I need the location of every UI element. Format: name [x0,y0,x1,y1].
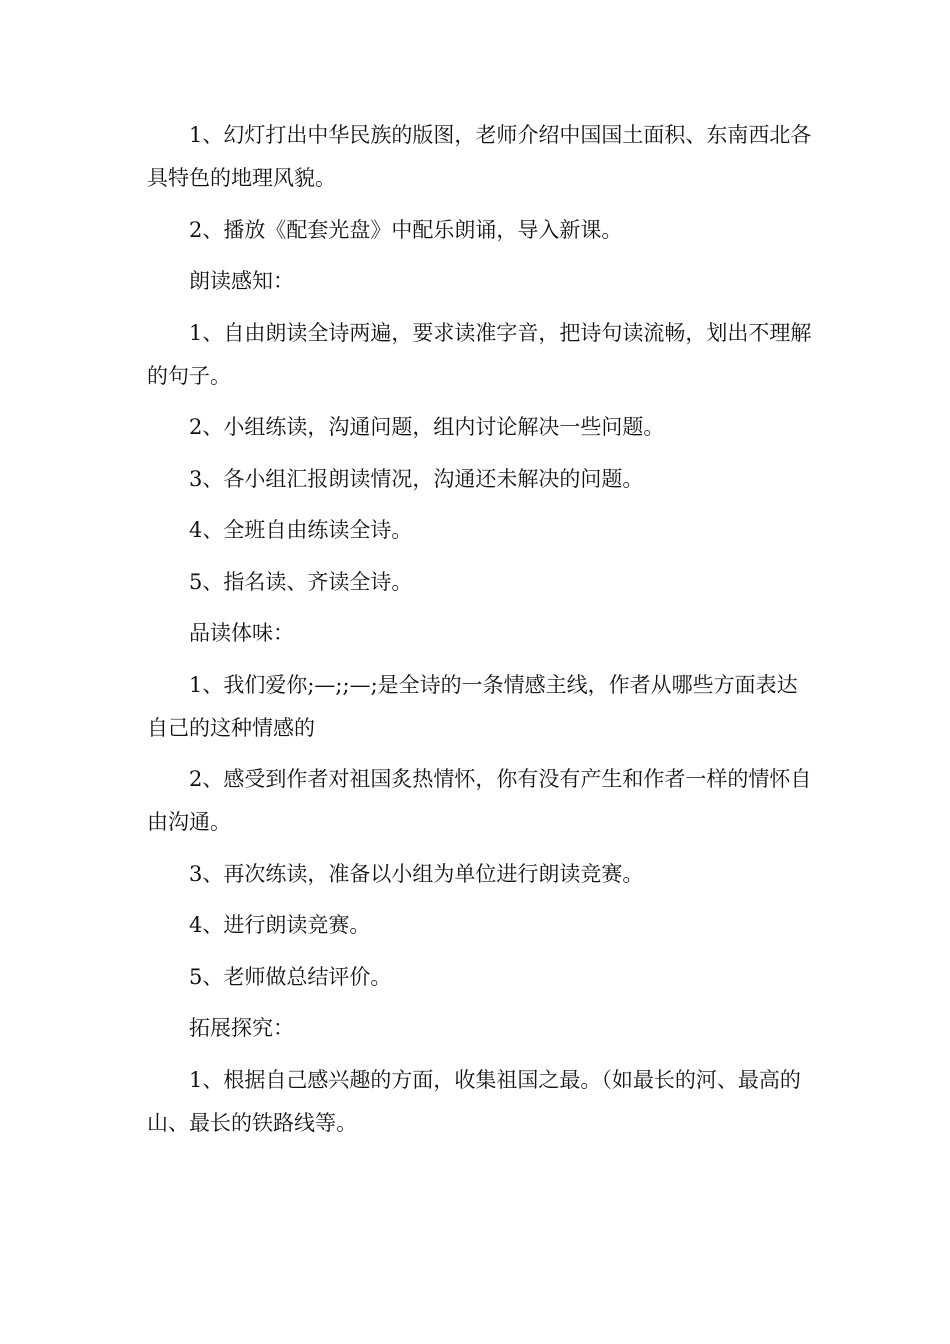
paragraph-reading-5: 5、指名读、齐读全诗。 [189,569,413,594]
paragraph-extension-1: 1、根据自己感兴趣的方面，收集祖国之最。（如最长的河、最高的山、最长的铁路线等。 [147,1067,801,1135]
paragraph-reading-3: 3、各小组汇报朗读情况，沟通还未解决的问题。 [189,466,644,491]
paragraph-reading-2: 2、小组练读，沟通问题，组内讨论解决一些问题。 [189,415,665,439]
paragraph-appreciation-1: 1、我们爱你;—;;—;是全诗的一条情感主线，作者从哪些方面表达自己的这种情感的 [147,672,798,740]
paragraph-appreciation-3: 3、再次练读，准备以小组为单位进行朗读竞赛。 [189,861,644,886]
paragraph-reading-1: 1、自由朗读全诗两遍，要求读准字音，把诗句读流畅，划出不理解的句子。 [147,320,812,388]
section-heading-appreciation: 品读体味： [189,621,294,645]
section-heading-reading: 朗读感知： [189,269,294,293]
paragraph-appreciation-2: 2、感受到作者对祖国炙热情怀，你有没有产生和作者一样的情怀自由沟通。 [147,767,812,834]
paragraph-appreciation-5: 5、老师做总结评价。 [189,964,392,989]
section-heading-extension: 拓展探究： [189,1016,294,1040]
paragraph-intro-map: 1、幻灯打出中华民族的版图，老师介绍中国国土面积、东南西北各具特色的地理风貌。 [147,123,812,190]
document-body [147,114,812,1153]
paragraph-appreciation-4: 4、进行朗读竞赛。 [189,913,371,937]
paragraph-reading-4: 4、全班自由练读全诗。 [189,518,413,542]
paragraph-intro-audio: 2、播放《配套光盘》中配乐朗诵，导入新课。 [189,217,623,242]
